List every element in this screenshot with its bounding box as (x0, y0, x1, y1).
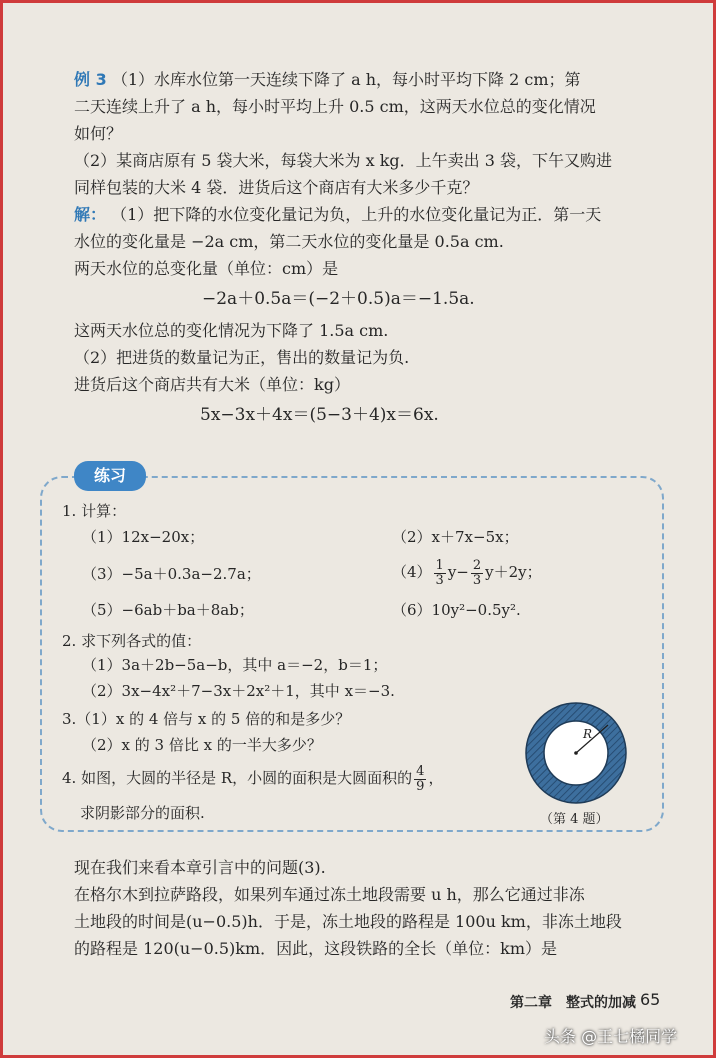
example-line-2: 二天连续上升了 a h，每小时平均上升 0.5 cm，这两天水位总的变化情况 (74, 97, 596, 116)
fraction-numerator: 1 (435, 557, 444, 573)
practice-q2-title: 2. 求下列各式的值： (62, 632, 202, 650)
q4-tail: ， (428, 769, 444, 787)
fraction-denominator: 9 (416, 778, 425, 794)
solution-line-3: 两天水位的总变化量（单位：cm）是 (74, 259, 339, 278)
tail-line-1: 现在我们来看本章引言中的问题(3). (74, 858, 326, 877)
practice-q4-line-1 (62, 760, 443, 796)
solution-label: 解： (74, 205, 107, 224)
practice-q1-item-4 (392, 554, 542, 590)
practice-q4-line-2: 求阴影部分的面积. (80, 804, 205, 822)
fraction-numerator: 4 (416, 763, 425, 779)
tail-line-2: 在格尔木到拉萨路段，如果列车通过冻土地段需要 u h，那么它通过非冻 (74, 885, 585, 904)
item-4-mid: y− (447, 563, 469, 581)
q4-text: 4. 如图，大圆的半径是 R，小圆的面积是大圆面积的 (62, 769, 413, 787)
solution-line-5: （2）把进货的数量记为正，售出的数量记为负. (74, 348, 410, 367)
example-line-3: 如何？ (74, 124, 123, 143)
practice-q1-item-1: （1）12x−20x； (82, 528, 205, 546)
fraction-denominator: 3 (472, 572, 482, 588)
watermark: 头条 @王七橘同学 (544, 1027, 678, 1046)
center-dot (574, 751, 578, 755)
fraction-two-thirds (471, 559, 483, 588)
equation-2: 5x−3x＋4x＝(5−3＋4)x＝6x. (200, 405, 439, 425)
solution-line-2: 水位的变化量是 −2a cm，第二天水位的变化量是 0.5a cm. (74, 232, 504, 251)
practice-q3-item-1: 3.（1）x 的 4 倍与 x 的 5 倍的和是多少？ (62, 710, 351, 728)
fraction-four-ninths (414, 765, 426, 794)
radius-label: R (583, 727, 593, 741)
practice-q3-item-2: （2）x 的 3 倍比 x 的一半大多少？ (82, 736, 322, 754)
fraction-one-third (434, 559, 446, 588)
example-q1-text: （1）水库水位第一天连续下降了 a h，每小时平均下降 2 cm；第 (111, 70, 581, 89)
tail-line-3: 土地段的时间是(u−0.5)h．于是，冻土地段的路程是 100u km，非冻土地段 (74, 912, 622, 931)
practice-q1-item-6: （6）10y²−0.5y². (392, 601, 521, 619)
example-line-5: 同样包装的大米 4 袋．进货后这个商店有大米多少千克？ (74, 178, 479, 197)
example-label: 例 3 (74, 70, 107, 89)
item-4-prefix: （4） (392, 563, 432, 581)
fraction-denominator: 3 (435, 572, 444, 588)
example-line-1 (74, 69, 581, 91)
practice-q1-item-5: （5）−6ab＋ba＋8ab； (82, 601, 254, 619)
page-number: 65 (640, 990, 661, 1009)
fraction-numerator: 2 (472, 557, 482, 573)
example-line-4: （2）某商店原有 5 袋大米，每袋大米为 x kg．上午卖出 3 袋，下午又购进 (74, 151, 613, 170)
practice-tab: 练习 (74, 461, 146, 491)
solution-line-4: 这两天水位总的变化情况为下降了 1.5a cm. (74, 321, 389, 340)
equation-1: −2a＋0.5a＝(−2＋0.5)a＝−1.5a. (202, 289, 475, 309)
solution-line-6: 进货后这个商店共有大米（单位：kg） (74, 375, 350, 394)
practice-q2-item-1: （1）3a＋2b−5a−b，其中 a＝−2，b＝1； (82, 656, 388, 674)
practice-q1-title: 1. 计算： (62, 502, 127, 520)
practice-q2-item-2: （2）3x−4x²＋7−3x＋2x²＋1，其中 x＝−3. (82, 682, 395, 700)
solution-line-1 (74, 204, 601, 226)
annulus-figure (523, 700, 629, 806)
tail-line-4: 的路程是 120(u−0.5)km．因此，这段铁路的全长（单位：km）是 (74, 939, 558, 958)
figure-caption: （第 4 题） (540, 812, 609, 827)
item-4-suffix: y＋2y； (485, 563, 542, 581)
solution-s1-text: （1）把下降的水位变化量记为负，上升的水位变化量记为正．第一天 (111, 205, 602, 224)
practice-q1-item-2: （2）x＋7x−5x； (392, 528, 519, 546)
chapter-footer: 第二章 整式的加减 (510, 995, 636, 1011)
practice-q1-item-3: （3）−5a＋0.3a−2.7a； (82, 565, 261, 583)
